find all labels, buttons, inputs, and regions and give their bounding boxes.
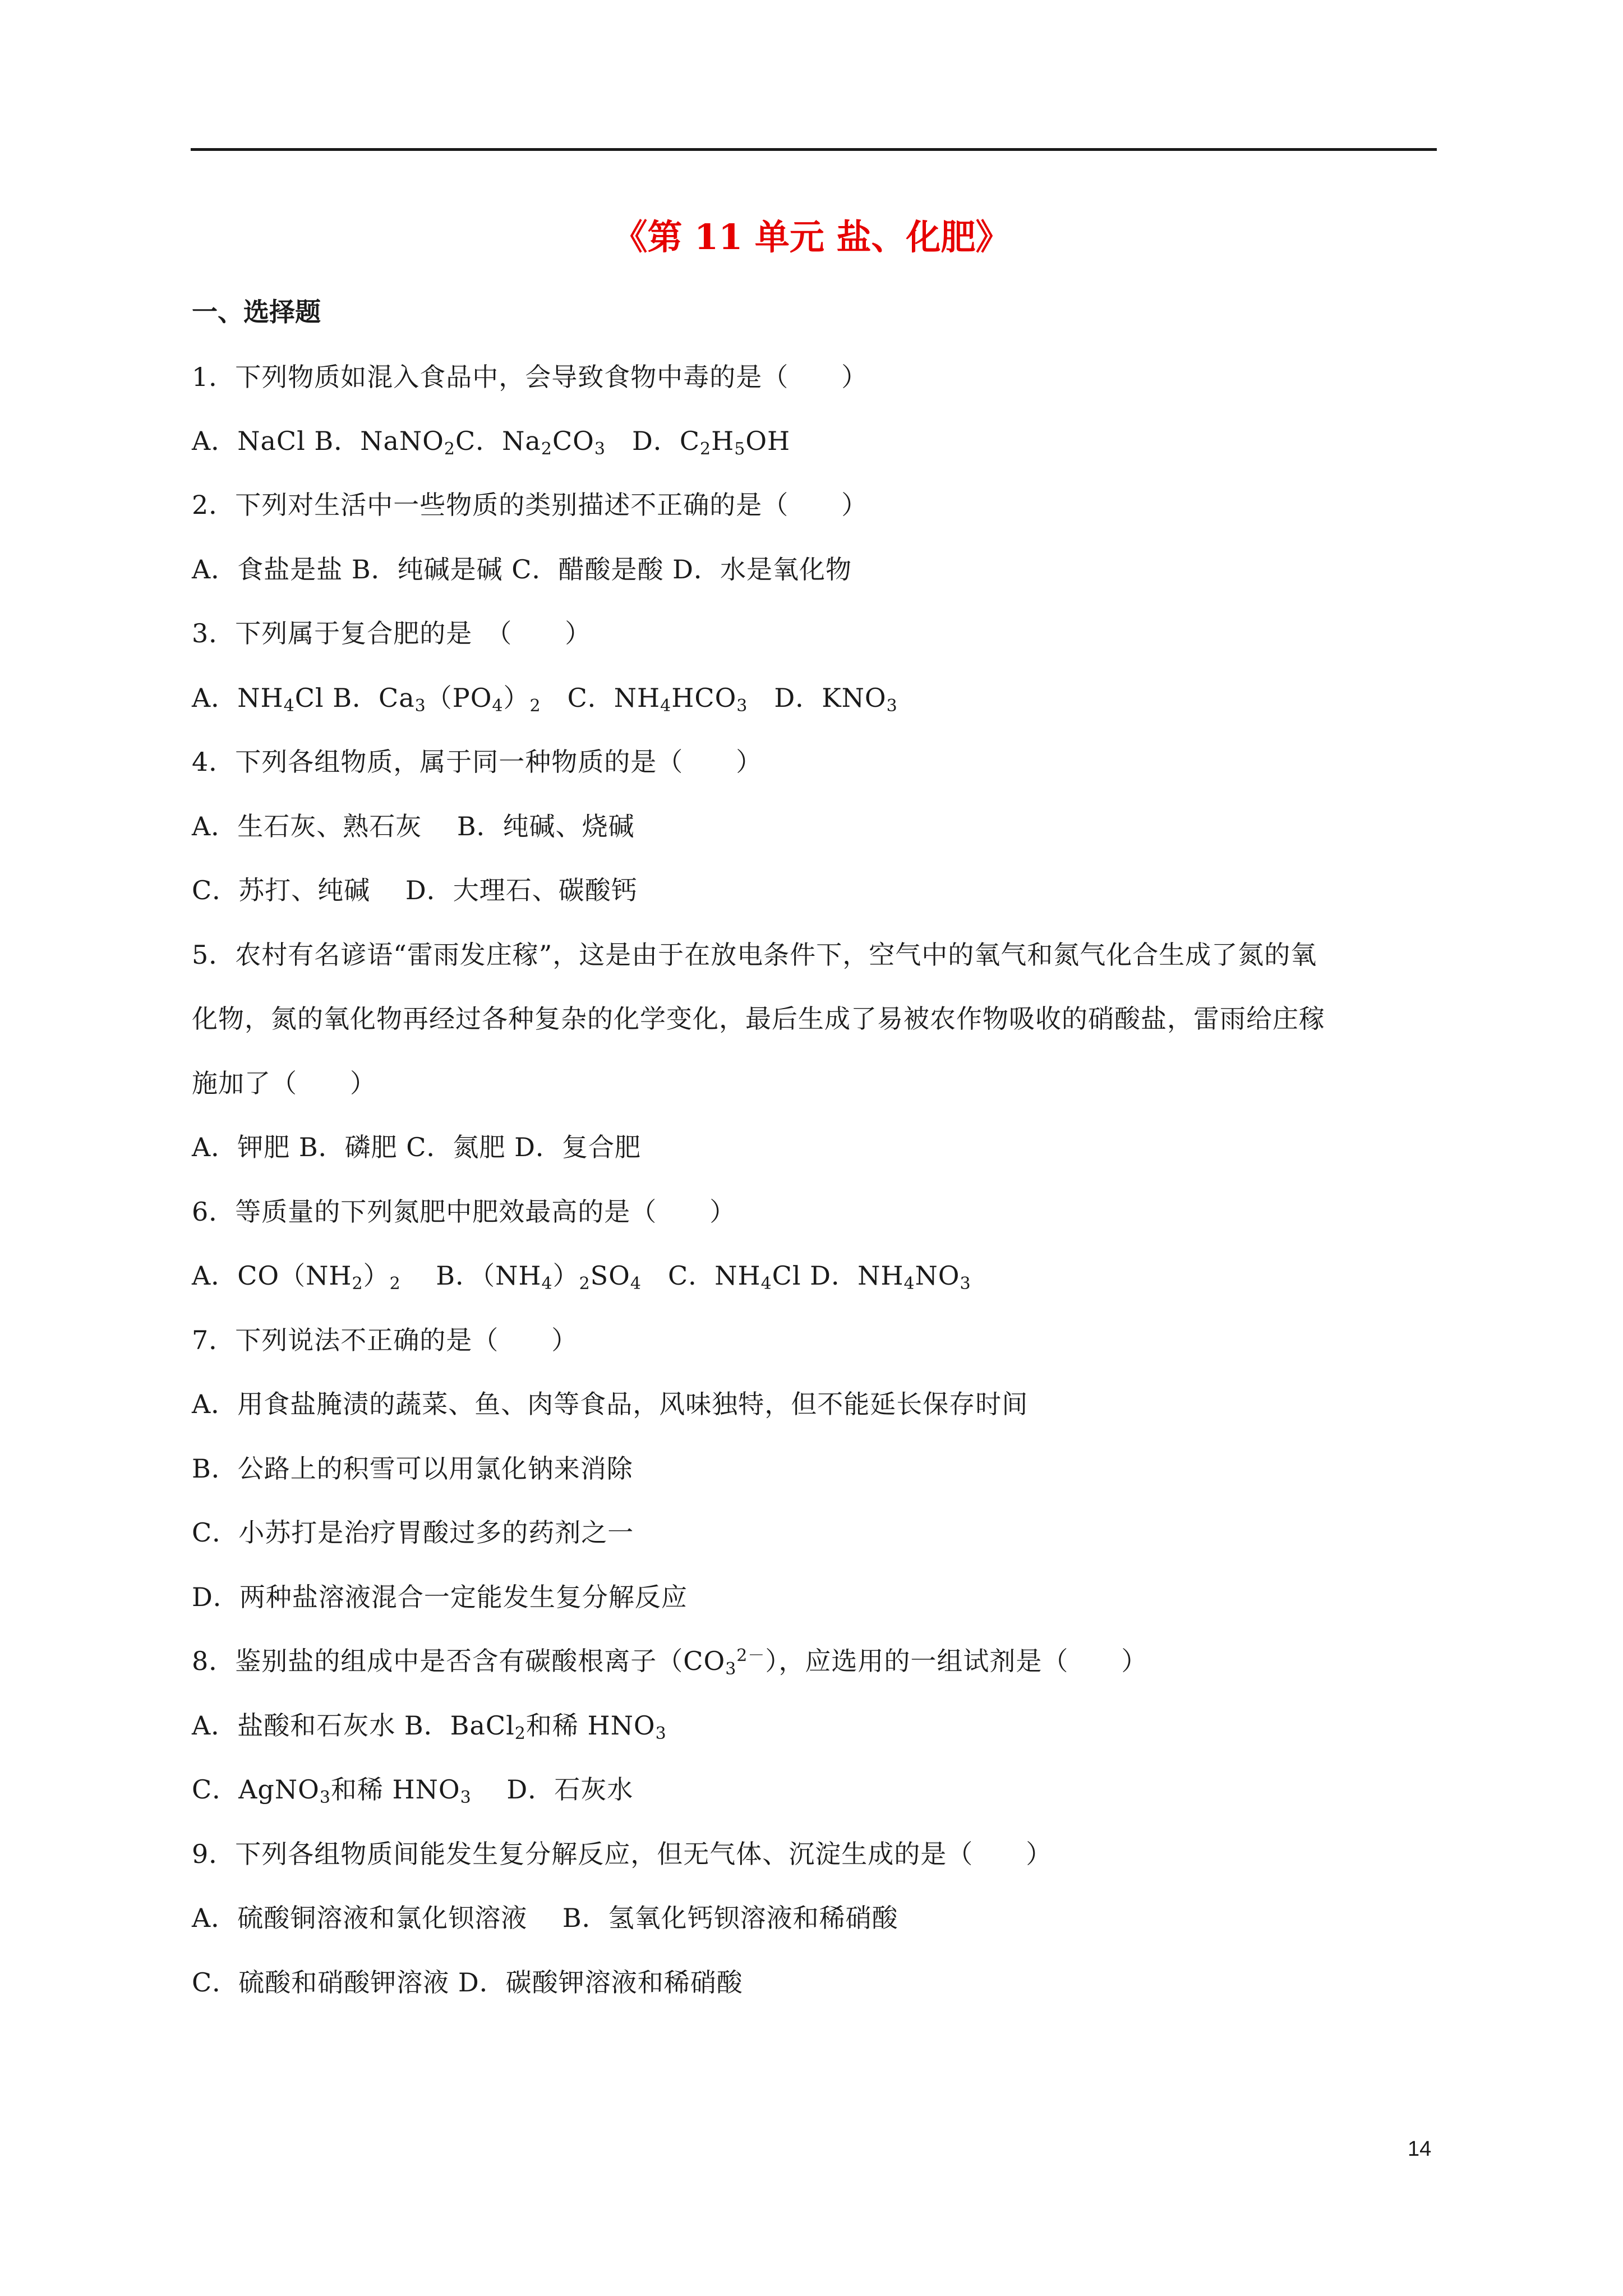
question-5-options: A．钾肥 B．磷肥 C．氮肥 D．复合肥 [192,1132,641,1162]
question-4: 4．下列各组物质，属于同一种物质的是（ ） [192,747,763,777]
question-8-options-ab: A．盐酸和石灰水 B．BaCl$_2$和稀 $HNO_3$ [192,1710,667,1743]
question-3-options: A．$NH_4Cl$ B．$Ca_3(PO_4)_2$ C．$NH_4HCO_3$ D．$KNO_3$ [192,683,898,716]
question-8-options-cd: C．AgNO$_3$和稀 $HNO_3$ D．石灰水 [192,1774,634,1807]
question-7-option-c: C．小苏打是治疗胃酸过多的药剂之一 [192,1517,634,1548]
question-9-options-cd: C．硫酸和硝酸钾溶液 D．碳酸钾溶液和稀硝酸 [192,1967,743,1998]
question-2: 2．下列对生活中一些物质的类别描述不正确的是（ ） [192,490,868,520]
question-8: 8．鉴别盐的组成中是否含有碳酸根离子$(CO_3^{2-})$，应选用的一组试剂是（ ） [192,1646,1148,1679]
question-6: 6．等质量的下列氮肥中肥效最高的是（ ） [192,1197,736,1227]
question-6-options: A．$CO(NH_2)_2$ B．$(NH_4)_2SO_4$ C．$NH_4Cl$ D．$NH_4NO_3$ [192,1260,971,1294]
question-5-line-1: 5．农村有名谚语“雷雨发庄稼”，这是由于在放电条件下，空气中的氧气和氮气化合生成了氮的氧 [192,940,1317,970]
question-4-options-cd: C．苏打、纯碱 D．大理石、碳酸钙 [192,875,638,905]
question-9-options-ab: A．硫酸铜溶液和氯化钡溶液 B．氢氧化钙钡溶液和稀硝酸 [192,1903,898,1933]
question-7-option-b: B．公路上的积雪可以用氯化钠来消除 [192,1453,633,1484]
question-2-options: A．食盐是盐 B．纯碱是碱 C．醋酸是酸 D．水是氧化物 [192,554,852,585]
question-5-line-3: 施加了（ ） [192,1068,376,1098]
question-9: 9．下列各组物质间能发生复分解反应，但无气体、沉淀生成的是（ ） [192,1839,1053,1869]
question-7-option-d: D．两种盐溶液混合一定能发生复分解反应 [192,1582,688,1612]
header-rule [191,148,1437,151]
question-4-options-ab: A．生石灰、熟石灰 B．纯碱、烧碱 [192,811,635,841]
question-3: 3．下列属于复合肥的是 （ ） [192,618,592,648]
page-title: 《第 11 单元 盐、化肥》 [612,217,1011,257]
question-5-line-2: 化物，氮的氧化物再经过各种复杂的化学变化，最后生成了易被农作物吸收的硝酸盐，雷雨给庄稼 [192,1004,1325,1034]
question-7-option-a: A．用食盐腌渍的蔬菜、鱼、肉等食品，风味独特，但不能延长保存时间 [192,1389,1029,1419]
page-number: 14 [1408,2137,1432,2161]
section-heading: 一、选择题 [192,297,321,327]
question-1-options: A．NaCl B．NaNO$_2$C．$Na_2CO_3$ D．$C_2H_5OH$ [192,426,791,459]
question-1: 1．下列物质如混入食品中，会导致食物中毒的是（ ） [192,362,868,392]
question-7: 7．下列说法不正确的是（ ） [192,1325,578,1355]
